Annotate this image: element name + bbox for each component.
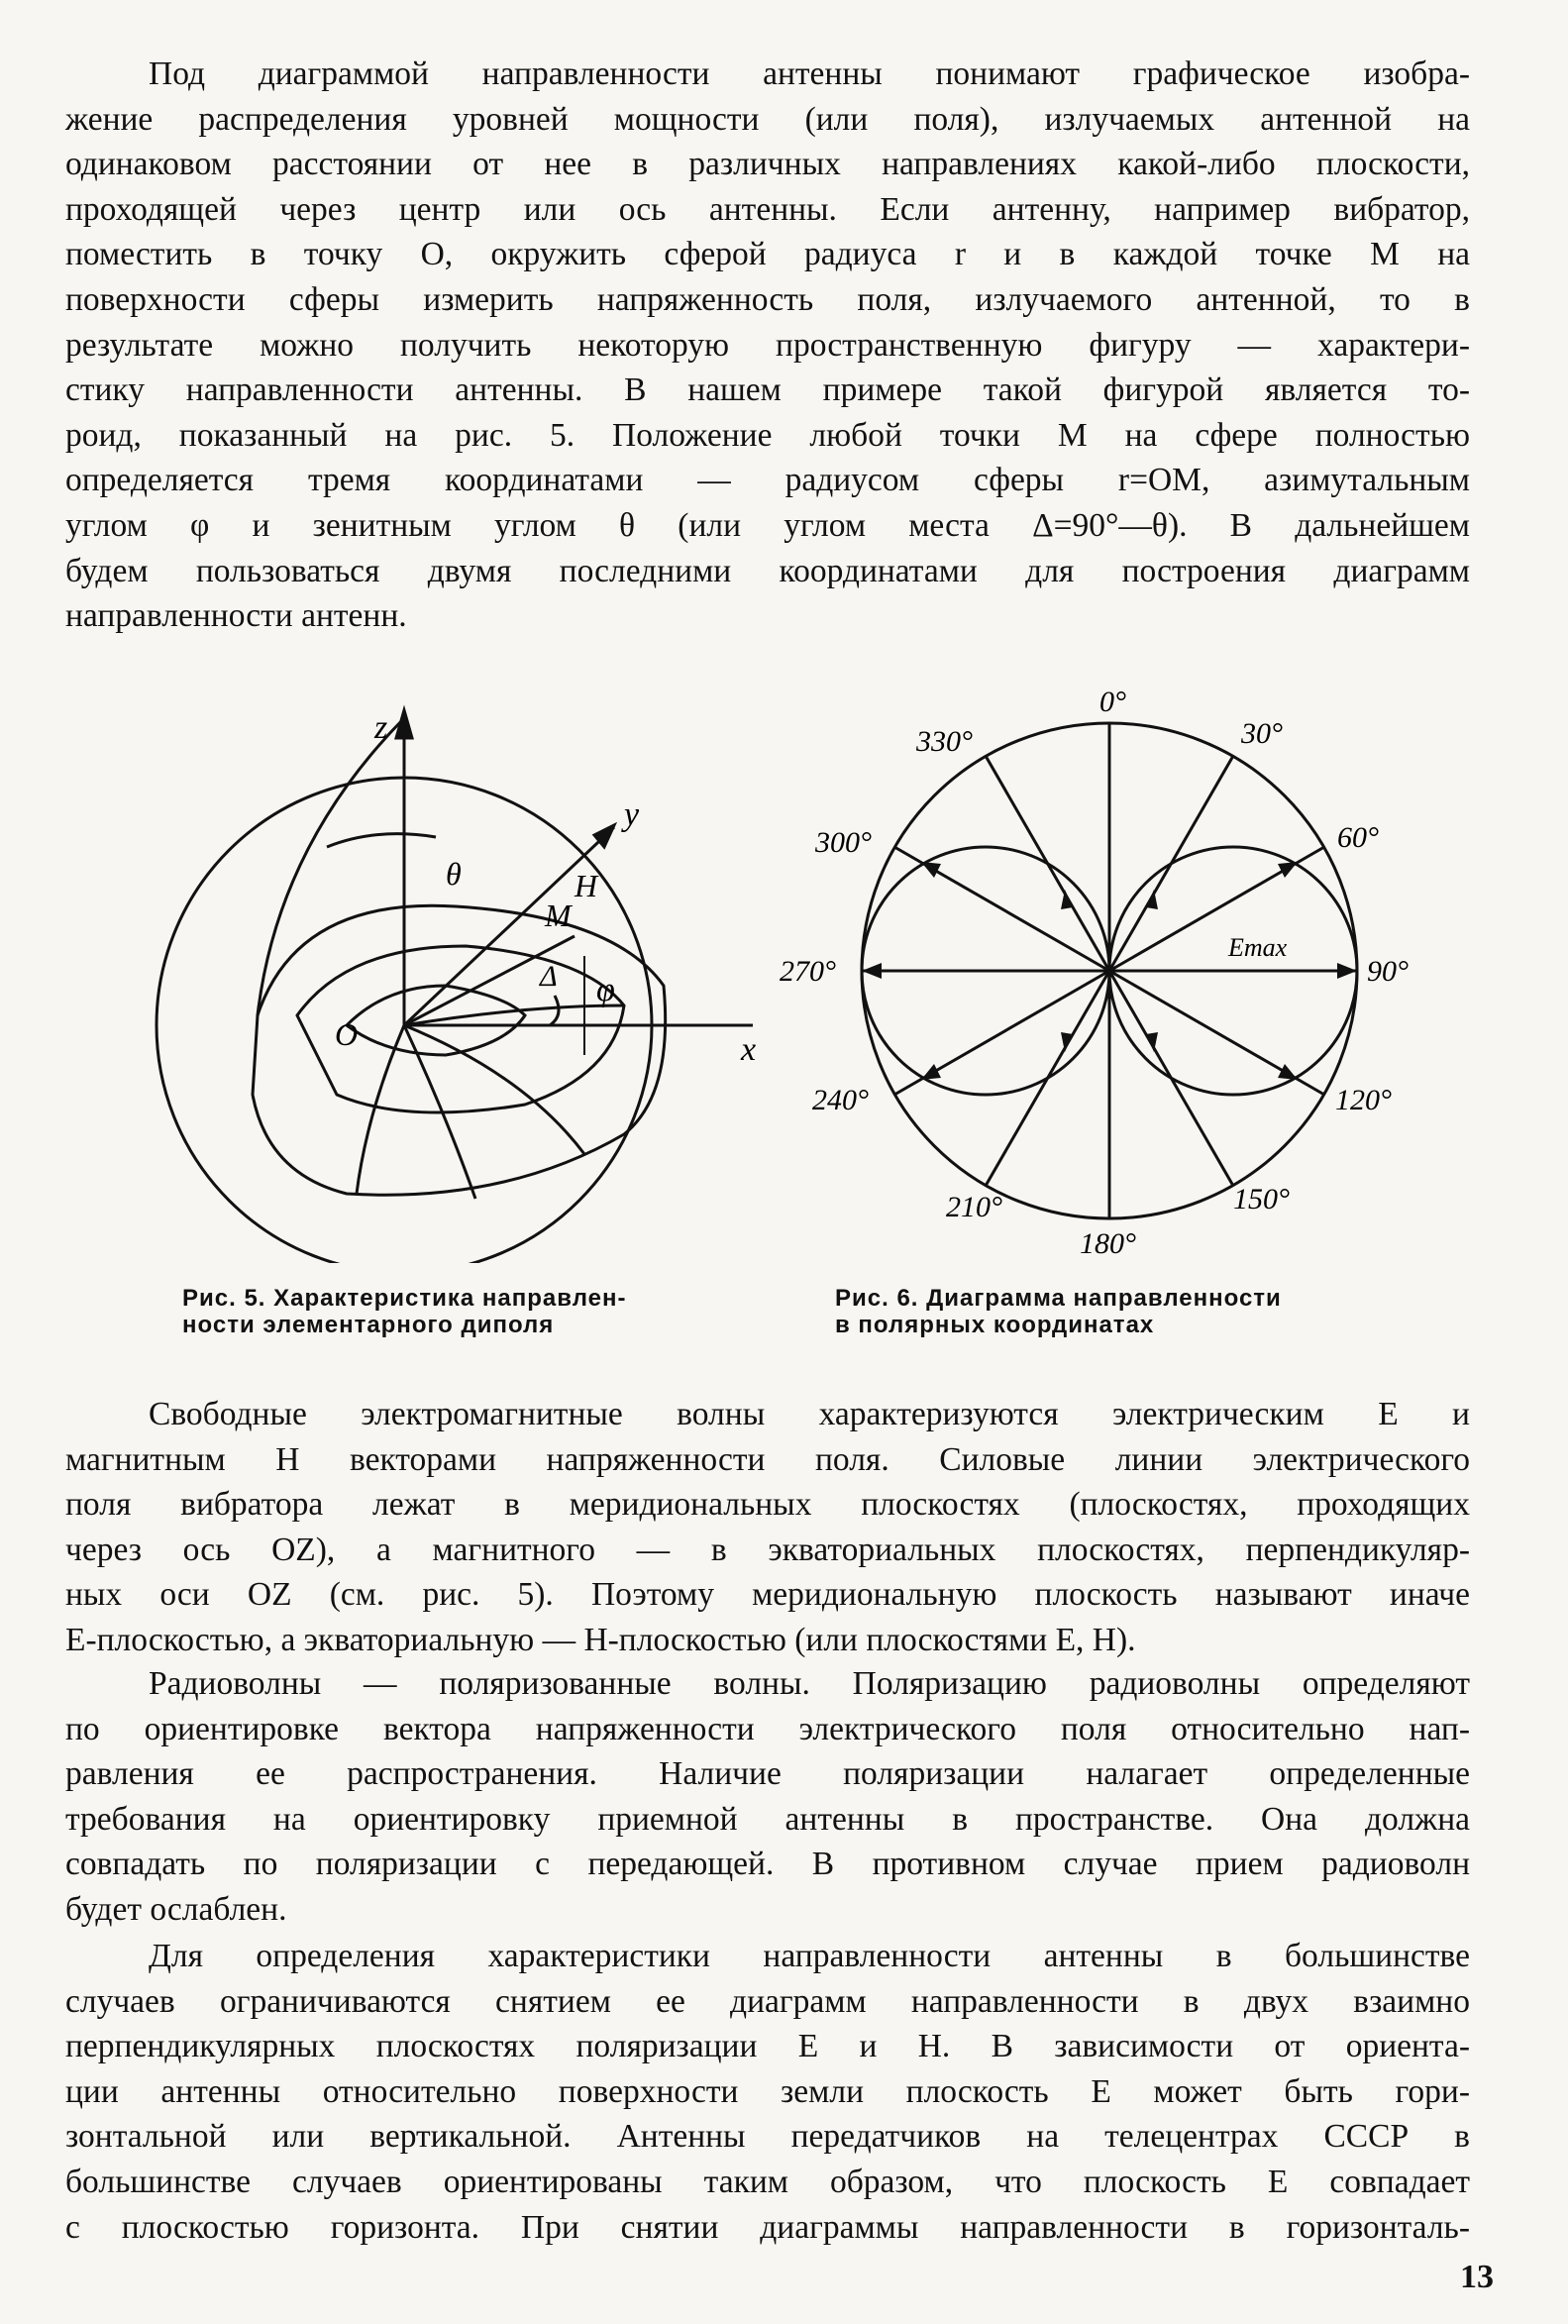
paragraph-2	[65, 1392, 1470, 1663]
text-line: магнитным H векторами напряженности поля. Силовые линии электрического	[65, 1440, 1470, 1478]
caption-line: Рис. 6. Диаграмма направленности	[835, 1285, 1282, 1312]
angle-150: 150°	[1233, 1183, 1290, 1215]
text-line: будет ослаблен.	[65, 1890, 287, 1928]
text-line: большинстве случаев ориентированы таким образом, что плоскость E совпадает	[65, 2163, 1470, 2200]
text-line: с плоскостью горизонта. При снятии диаграммы направленности в горизонталь-	[65, 2208, 1470, 2246]
text-line: проходящей через центр или ось антенны. Если антенну, например вибратор,	[65, 190, 1470, 228]
text-line: поверхности сферы измерить напряженность поля, излучаемого антенной, то в	[65, 280, 1470, 318]
text-line: зонтальной или вертикальной. Антенны передатчиков на телецентрах СССР в	[65, 2118, 1470, 2156]
arrow-90	[1337, 963, 1357, 979]
text-line: углом φ и зенитным углом θ (или углом места Δ=90°—θ). В дальнейшем	[65, 506, 1470, 544]
text-line: одинаковом расстоянии от нее в различных направлениях какой-либо плоскости,	[65, 146, 1470, 183]
text-line: требования на ориентировку приемной антенны в пространстве. Она должна	[65, 1800, 1470, 1838]
arrow-60	[1278, 862, 1298, 878]
text-line: будем пользоваться двумя последними координатами для построения диаграмм	[65, 552, 1470, 589]
text-line: определяется тремя координатами — радиусом сферы r=OM, азимутальным	[65, 462, 1470, 499]
paragraph-4	[65, 1934, 1470, 2250]
y-axis	[404, 827, 614, 1025]
angle-90: 90°	[1367, 955, 1409, 988]
phi-arc	[550, 996, 559, 1025]
figure-5-caption	[182, 1285, 737, 1338]
arrow-240	[921, 1064, 941, 1080]
text-line: совпадать по поляризации с передающей. В противном случае прием радиоволн	[65, 1846, 1470, 1883]
text-line: перпендикулярных плоскостях поляризации E и H. В зависимости от ориента-	[65, 2028, 1470, 2065]
label-y: y	[624, 796, 640, 833]
text-line: Свободные электромагнитные волны характеризуются электрическим E и	[149, 1396, 1470, 1432]
text-line: жение распределения уровней мощности (или поля), излучаемых антенной на	[65, 100, 1470, 138]
figure-6-caption	[835, 1285, 1390, 1338]
text-line: E-плоскостью, а экваториальную — H-плоскостью (или плоскостями E, H).	[65, 1621, 1136, 1658]
paragraph-1	[65, 52, 1470, 639]
text-line: по ориентировке вектора напряженности электрического поля относительно нап-	[65, 1710, 1470, 1747]
caption-line: Рис. 5. Характеристика направлен-	[182, 1285, 627, 1312]
text-line: стику направленности антенны. В нашем примере такой фигурой является то-	[65, 371, 1470, 409]
text-line: ции антенны относительно поверхности земли плоскость E может быть гори-	[65, 2072, 1470, 2110]
label-h: H	[575, 868, 598, 903]
label-emax: Emax	[1228, 933, 1288, 962]
paragraph-3	[65, 1661, 1470, 1933]
text-line: поместить в точку O, окружить сферой радиуса r и в каждой точке M на	[65, 236, 1470, 273]
theta-arc	[327, 834, 436, 847]
angle-180: 180°	[1080, 1227, 1136, 1260]
angle-210: 210°	[946, 1191, 1002, 1223]
arrow-120	[1278, 1064, 1298, 1080]
text-line: равления ее распространения. Наличие поляризации налагает определенные	[65, 1755, 1470, 1793]
label-o: O	[335, 1016, 359, 1052]
caption-line: ности элементарного диполя	[182, 1312, 555, 1338]
angle-120: 120°	[1335, 1084, 1392, 1116]
text-line: Радиоволны — поляризованные волны. Поляризацию радиоволны определяют	[149, 1665, 1470, 1702]
angle-30: 30°	[1241, 717, 1283, 750]
angle-60: 60°	[1337, 821, 1379, 854]
text-line: роид, показанный на рис. 5. Положение любой точки M на сфере полностью	[65, 416, 1470, 454]
label-delta: Δ	[540, 960, 558, 993]
text-line: направленности антенн.	[65, 597, 407, 635]
arrow-300	[921, 862, 941, 878]
arrow-270	[862, 963, 882, 979]
angle-270: 270°	[780, 955, 836, 988]
text-line: случаев ограничиваются снятием ее диаграмм направленности в двух взаимно	[65, 1982, 1470, 2020]
text-line: поля вибратора лежат в меридиональных плоскостях (плоскостях, проходящих	[65, 1486, 1470, 1524]
angle-240: 240°	[812, 1084, 869, 1116]
text-line: Для определения характеристики направленности антенны в большинстве	[149, 1938, 1470, 1974]
label-phi: φ	[596, 972, 615, 1008]
text-line: Под диаграммой направленности антенны понимают графическое изобра-	[149, 55, 1470, 92]
text-line: через ось OZ), а магнитного — в экваториальных плоскостях, перпендикуляр-	[65, 1531, 1470, 1568]
label-theta: θ	[446, 856, 462, 892]
angle-0: 0°	[1099, 686, 1126, 718]
label-m: M	[545, 898, 572, 933]
text-line: ных оси OZ (см. рис. 5). Поэтому меридиональную плоскость называют иначе	[65, 1576, 1470, 1614]
label-z: z	[374, 709, 388, 746]
figure-5-dipole	[149, 698, 783, 1263]
caption-line: в полярных координатах	[835, 1312, 1155, 1338]
angle-330: 330°	[916, 725, 973, 758]
figure-6-polar-diagram	[758, 674, 1451, 1268]
text-line: результате можно получить некоторую пространственную фигуру — характери-	[65, 326, 1470, 364]
page-number: 13	[1460, 2259, 1494, 2295]
angle-300: 300°	[815, 826, 872, 859]
label-x: x	[741, 1031, 757, 1068]
